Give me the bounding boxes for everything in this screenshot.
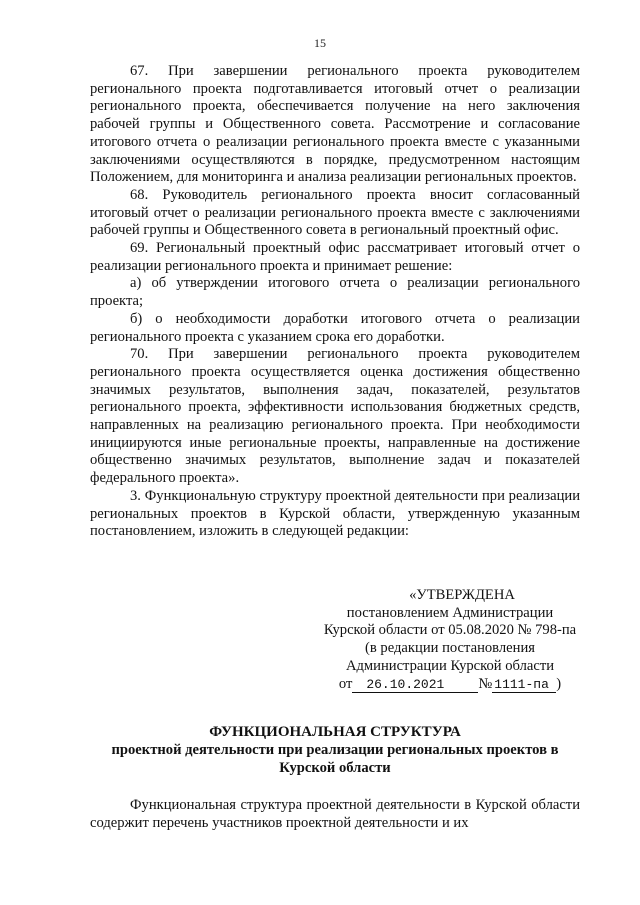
closing-text — [90, 796, 580, 832]
paragraph-67: 67. При завершении регионального проекта руководителем регионального проекта подготавливается итоговый отчет о реализации регионального проекта, обеспечивается получение на него заключения рабочей группы и Общественного совета. Рассмотрение и согласование итогового отчета о реализации регионального проекта вместе с указанными заключениями осуществляются в порядке, предусмотренном настоящим Положением, для мониторинга и анализа реализации региональных проектов. — [90, 63, 580, 186]
approval-line-region-date: Курской области от 05.08.2020 № 798-па — [323, 622, 577, 639]
document-body — [90, 63, 580, 541]
approval-line-resolution: постановлением Администрации — [346, 604, 554, 621]
section-subtitle: проектной деятельности при реализации региональных проектов в Курской области — [111, 742, 559, 776]
paragraph-69: 69. Региональный проектный офис рассматривает итоговый отчет о реализации регионального проекта и принимает решение: — [90, 240, 580, 274]
paragraph-68: 68. Руководитель регионального проекта вносит согласованный итоговый отчет о реализации регионального проекта вместе с заключениями рабочей группы и Общественного совета в региональный проектный офис. — [90, 186, 580, 239]
approval-line-revision: (в редакции постановления — [365, 640, 535, 657]
handwritten-date: 26.10.2021 — [352, 678, 478, 693]
closing-paragraph: Функциональная структура проектной деятельности в Курской области содержит перечень участников проектной деятельности и их — [90, 797, 580, 831]
paragraph-69-a: а) об утверждении итогового отчета о реализации регионального проекта; — [90, 275, 580, 310]
section-title: ФУНКЦИОНАЛЬНАЯ СТРУКТУРА — [209, 724, 461, 740]
date-prefix: от — [338, 675, 353, 692]
approval-line-approved: «УТВЕРЖДЕНА — [409, 587, 515, 603]
page-number: 15 — [314, 36, 326, 50]
paragraph-3: 3. Функциональную структуру проектной деятельности при реализации региональных проектов в Курской области, утвержденную указанным постановлением, изложить в следующей редакции: — [90, 487, 580, 540]
paragraph-69-b: б) о необходимости доработки итогового отчета о реализации регионального проекта с указанием срока его доработки. — [90, 310, 580, 345]
number-prefix: № — [478, 675, 493, 692]
approval-line-date-number — [300, 676, 600, 694]
approval-stamp-block — [300, 587, 600, 693]
handwritten-number: 1111-па — [492, 678, 556, 693]
paragraph-70: 70. При завершении регионального проекта руководителем регионального проекта осуществляется оценка достижения общественно значимых результатов, выполнения задач, показателей, результатов регионального проекта, эффективности использования бюджетных средств, направленных на реализацию регионального проекта. При необходимости инициируются иные региональные проекты, направленные на достижение общественно значимых результатов, выполнение задач и показателей федерального проекта». — [90, 346, 580, 487]
approval-line-administration: Администрации Курской области — [345, 657, 555, 674]
closing-paren: ) — [556, 675, 562, 692]
